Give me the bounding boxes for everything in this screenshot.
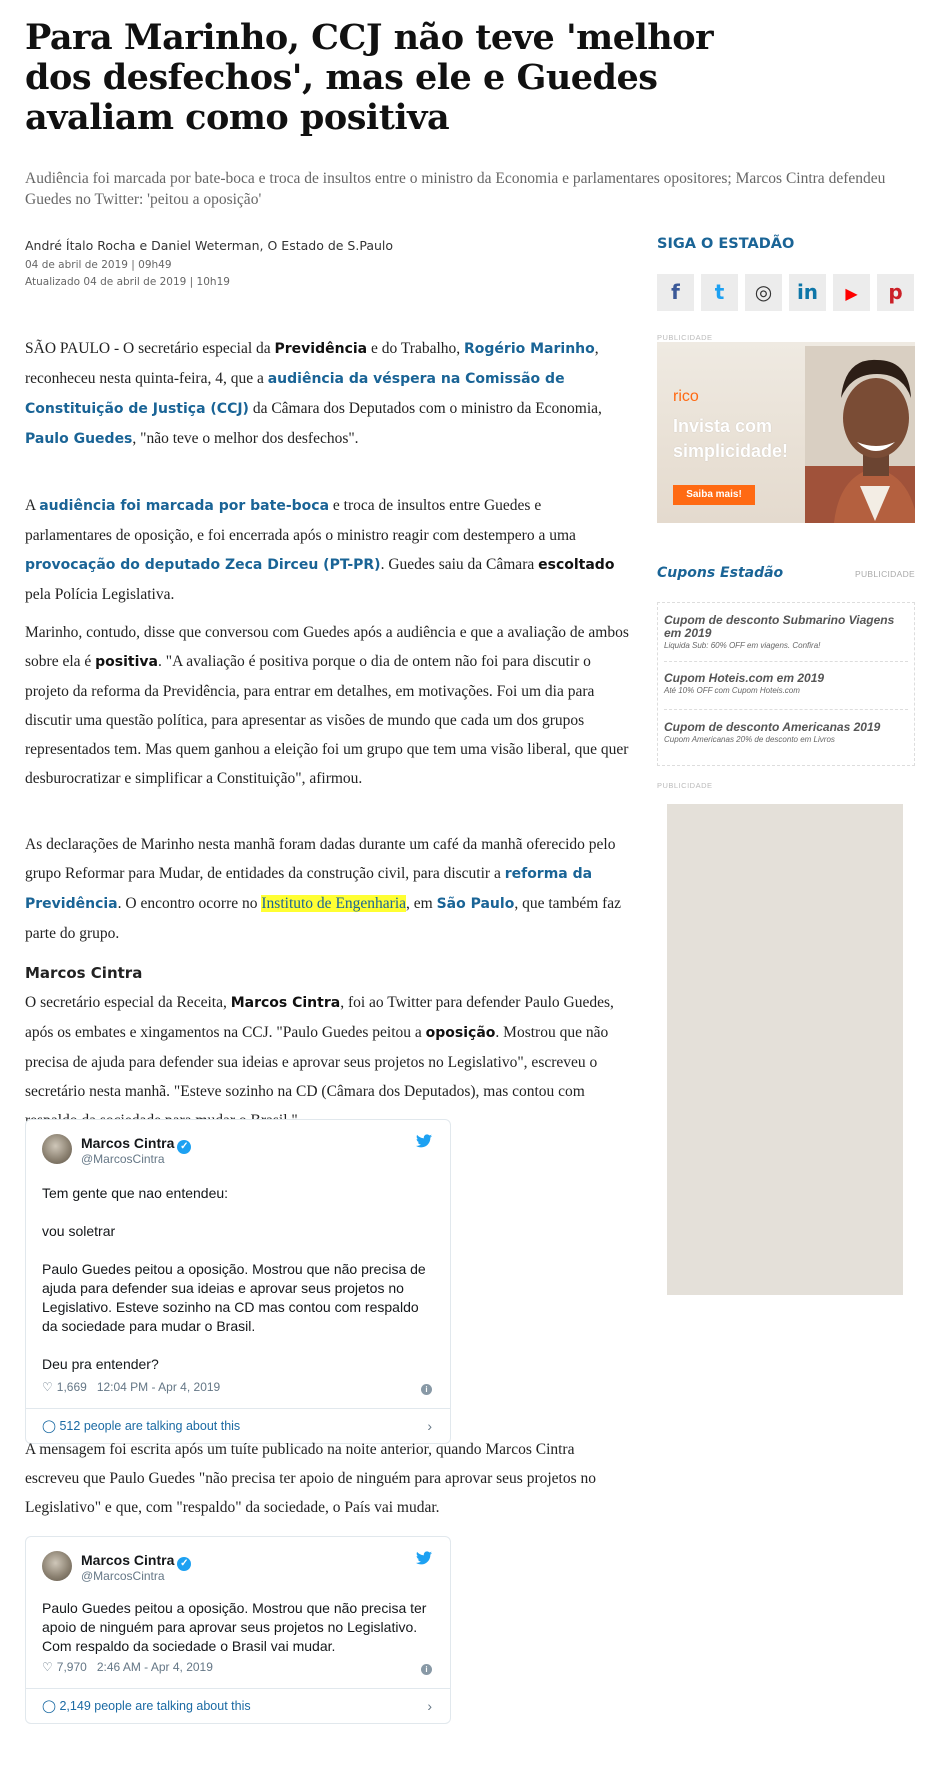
- article-subtitle: Audiência foi marcada por bate-boca e troca de insultos entre o ministro da Economia e parlamentares opositores; Marcos Cintra defendeu Guedes no Twitter: 'peitou a oposição': [25, 170, 886, 208]
- instagram-icon[interactable]: ◎: [745, 274, 782, 311]
- bold-oposicao: oposição: [425, 1025, 496, 1041]
- verified-icon: ✓: [177, 1557, 191, 1571]
- ad-placeholder[interactable]: [667, 804, 903, 1295]
- tweet-header: [26, 1120, 450, 1172]
- tweet-talking-text: 2,149 people are talking about this: [59, 1699, 251, 1713]
- avatar[interactable]: [42, 1134, 72, 1164]
- coupon-subtitle: Cupom Americanas 20% de desconto em Livros: [664, 735, 835, 744]
- sidebar: [657, 236, 915, 790]
- article-authors[interactable]: André Ítalo Rocha e Daniel Weterman, O Estado de S.Paulo: [25, 238, 394, 253]
- comment-icon: ◯: [42, 1419, 56, 1433]
- published-date: 04 de abril de 2019 | 09h49: [25, 259, 172, 271]
- info-icon[interactable]: i: [421, 1384, 432, 1395]
- tweet-meta: [26, 1380, 450, 1408]
- highlight-instituto-engenharia[interactable]: Instituto de Engenharia: [261, 895, 407, 912]
- ad-headline: Invista com simplicidade!: [673, 416, 789, 461]
- paragraph-5: O secretário especial da Receita, Marcos Cintra, foi ao Twitter para defender Paulo Guedes, após os embates e xingamentos na CCJ. "Paulo Guedes peitou a oposição. Mostrou que não precisa de ajuda para defender sua ideias e aprovar seus projetos no Legislativo", escreveu o secretário nesta manhã. "Esteve sozinho na CD (Câmara dos Deputados), mas contou com: [25, 994, 614, 1100]
- bold-marcos-cintra: Marcos Cintra: [230, 995, 341, 1011]
- tweet-text: Tem gente que nao entendeu: vou soletrar Paulo Guedes peitou a oposição. Mostrou que não precisa de ajuda para defender sua ideias e aprovar seus projetos no Legislativo. Esteve sozinho na CD mas contou com respaldo da sociedade para mudar o Brasil. Deu pra entender?: [42, 1185, 426, 1372]
- tweet-talking-link[interactable]: [26, 1688, 450, 1723]
- paragraph-3: Marinho, contudo, disse que conversou com Guedes após a audiência e que a avaliação de ambos sobre ela é positiva. "A avaliação é positiva porque o dia de ontem não foi para discutir o projeto da reforma da Previdência, para entrar em detalhes, em motivações. Foi um dia para discutir uma questão política, para apresentar as visões de mundo que cada um dos grupos representados tem. Mas quem ganhou a eleição foi um grupo que tem uma visão liberal, que quer desburocratizar e simplificar a Constituição", afirmou.: [25, 624, 629, 787]
- article-body: [25, 334, 630, 1135]
- heart-icon[interactable]: ♡: [42, 1380, 53, 1394]
- publicidade-label: PUBLICIDADE: [657, 781, 713, 790]
- linkedin-icon[interactable]: in: [789, 274, 826, 311]
- tweet-text: Paulo Guedes peitou a oposição. Mostrou que não precisa ter apoio de ninguém para aprovar seus projetos no Legislativo. Com respaldo da sociedade o Brasil vai mudar.: [42, 1600, 427, 1654]
- tweet-likes[interactable]: 1,669: [56, 1380, 87, 1394]
- paragraph-2: A audiência foi marcada por bate-boca e troca de insultos entre Guedes e parlamentares de oposição, e foi encerrada após o ministro reagir com destempero a uma provocação do deputado Zeca Dirceu (PT-PR). Guedes saiu da Câmara escoltado pela Polícia Legislativa.: [25, 497, 615, 603]
- embedded-tweet-2[interactable]: [25, 1536, 451, 1724]
- coupon-title[interactable]: Cupom de desconto Americanas 2019: [664, 720, 881, 734]
- bold-escoltado: escoltado: [538, 557, 615, 573]
- avatar[interactable]: [42, 1551, 72, 1581]
- coupon-item[interactable]: [664, 721, 904, 745]
- coupon-item[interactable]: [664, 614, 904, 651]
- tweet-talking-text: 512 people are talking about this: [59, 1419, 241, 1433]
- coupon-list: [657, 602, 915, 766]
- link-reforma-previdencia[interactable]: reforma da Previdência: [25, 866, 593, 912]
- ad-brand: rico: [673, 388, 699, 405]
- tweet-author-handle[interactable]: @MarcosCintra: [81, 1569, 165, 1583]
- verified-icon: ✓: [177, 1140, 191, 1154]
- tweet-likes[interactable]: 7,970: [56, 1660, 87, 1674]
- ad-cta-button[interactable]: Saiba mais!: [673, 485, 755, 505]
- chevron-right-icon: ›: [427, 1698, 432, 1714]
- coupon-item[interactable]: [664, 672, 904, 696]
- coupon-title[interactable]: Cupom Hoteis.com em 2019: [664, 671, 825, 685]
- article-title: Para Marinho, CCJ não teve 'melhor dos desfechos', mas ele e Guedes avaliam como positiva: [25, 17, 714, 138]
- link-provocacao-zeca-dirceu[interactable]: provocação do deputado Zeca Dirceu (PT-PR): [25, 557, 381, 573]
- coupon-title[interactable]: Cupom de desconto Submarino Viagens em 2019: [664, 613, 895, 640]
- cupons-header: [657, 564, 915, 584]
- tweet-time[interactable]: 12:04 PM - Apr 4, 2019: [96, 1380, 221, 1394]
- ad-banner-rico[interactable]: [657, 342, 915, 523]
- cupons-title[interactable]: Cupons Estadão: [657, 565, 784, 581]
- twitter-icon[interactable]: t: [701, 274, 738, 311]
- link-audiencia-ccj[interactable]: audiência da véspera na Comissão de Constituição de Justiça (CCJ): [25, 371, 565, 417]
- article-dates: [25, 257, 230, 291]
- paragraph-4: As declarações de Marinho nesta manhã foram dadas durante um café da manhã oferecido pelo grupo Reformar para Mudar, de entidades da construção civil, para discutir a reforma da Previdência. O encontro ocorre no Instituto de Engenharia, em São Paulo, que também faz parte do grupo.: [25, 836, 622, 942]
- subheading-marcos-cintra: Marcos Cintra: [25, 964, 143, 982]
- comment-icon: ◯: [42, 1699, 56, 1713]
- link-rogerio-marinho[interactable]: Rogério Marinho: [464, 341, 595, 357]
- publicidade-label: PUBLICIDADE: [657, 333, 713, 342]
- tweet-header: [26, 1537, 450, 1589]
- facebook-icon[interactable]: f: [657, 274, 694, 311]
- paragraph-6: A mensagem foi escrita após um tuíte publicado na noite anterior, quando Marcos Cintra escreveu que Paulo Guedes "não precisa ter apoio de ninguém para aprovar seus projetos no Legislativo" e que, com "respaldo" da sociedade, o País vai mudar.: [25, 1441, 597, 1516]
- coupon-subtitle: Liquida Sub: 60% OFF em viagens. Confira!: [664, 641, 821, 650]
- tweet-time[interactable]: 2:46 AM - Apr 4, 2019: [96, 1660, 213, 1674]
- coupon-subtitle: Até 10% OFF com Cupom Hoteis.com: [664, 686, 800, 695]
- cupons-publicidade-label: PUBLICIDADE: [855, 569, 915, 579]
- link-bate-boca[interactable]: audiência foi marcada por bate-boca: [39, 498, 330, 514]
- paragraph-1: SÃO PAULO - O secretário especial da Previdência e do Trabalho, Rogério Marinho, reconheceu nesta quinta-feira, 4, que a audiência da véspera na Comissão de Constituição de Justiça (CCJ) da Câmara dos Deputados com o ministro da Economia, Paulo Guedes, "não teve o melhor dos desfechos".: [25, 340, 602, 447]
- link-sao-paulo[interactable]: São Paulo: [436, 896, 515, 912]
- twitter-bird-icon[interactable]: [416, 1134, 432, 1148]
- heart-icon[interactable]: ♡: [42, 1660, 53, 1674]
- divider: [664, 709, 908, 710]
- bold-positiva: positiva: [95, 654, 158, 670]
- link-paulo-guedes[interactable]: Paulo Guedes: [25, 431, 133, 447]
- embedded-tweet-1[interactable]: [25, 1119, 451, 1444]
- tweet-meta: [26, 1660, 450, 1688]
- chevron-right-icon: ›: [427, 1418, 432, 1434]
- youtube-icon[interactable]: ▶: [833, 274, 870, 311]
- tweet-author-name[interactable]: Marcos Cintra ✓: [81, 1135, 191, 1154]
- pinterest-icon[interactable]: p: [877, 274, 914, 311]
- info-icon[interactable]: i: [421, 1664, 432, 1675]
- tweet-author-name[interactable]: Marcos Cintra ✓: [81, 1552, 191, 1571]
- siga-estadao-heading: SIGA O ESTADÃO: [657, 236, 795, 252]
- updated-date: Atualizado 04 de abril de 2019 | 10h19: [25, 276, 230, 288]
- tweet-author-handle[interactable]: @MarcosCintra: [81, 1152, 165, 1166]
- bold-previdencia: Previdência: [274, 341, 368, 357]
- twitter-bird-icon[interactable]: [416, 1551, 432, 1565]
- divider: [664, 661, 908, 662]
